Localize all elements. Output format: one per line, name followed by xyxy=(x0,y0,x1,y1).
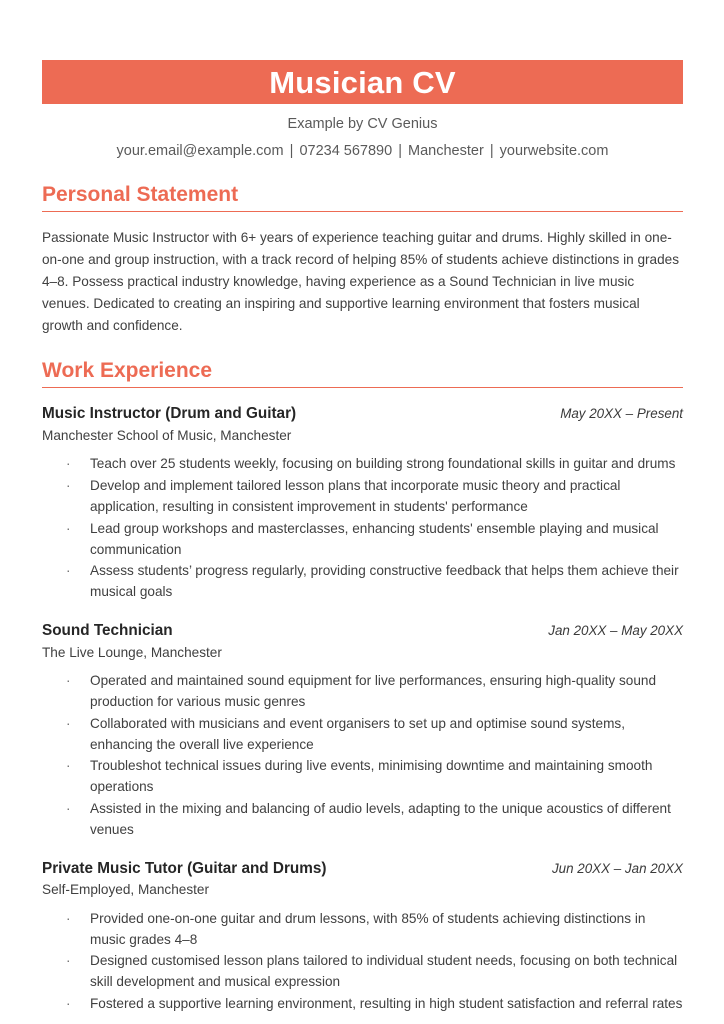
personal-statement-text: Passionate Music Instructor with 6+ years of experience teaching guitar and drums. Highly skilled in one-on-one and group instruction, with a track record of helping 85% of students achieve distinctions in grades 4–8. Possess practical industry knowledge, having experience as a Sound Technician in live music venues. Dedicated to creating an inspiring and supportive learning environment that fosters musical growth and confidence. xyxy=(42,229,680,333)
job-bullet-text: Lead group workshops and masterclasses, enhancing students' ensemble playing and musical communication xyxy=(90,520,659,557)
contact-phone: 07234 567890 xyxy=(299,143,393,160)
contact-separator-2: | xyxy=(398,143,402,160)
candidate-name: Musician CV xyxy=(269,64,456,100)
bullet-marker-icon: · xyxy=(66,563,71,579)
job-bullet-text: Develop and implement tailored lesson plans that incorporate music theory and practical application, resulting in consistent improvement in students' performance xyxy=(90,478,621,514)
job-bullet-text: Teach over 25 students weekly, focusing on building strong foundational skills in guitar and drums xyxy=(90,456,676,472)
contact-location: Manchester xyxy=(408,143,484,160)
job-entry xyxy=(42,404,683,603)
job-bullet-text: Assisted in the mixing and balancing of audio levels, adapting to the unique acoustics of different venues xyxy=(90,800,671,837)
job-bullet-text: Provided one-on-one guitar and drum lessons, with 85% of students achieving distinctions in music grades 4–8 xyxy=(90,910,646,947)
document-subtitle: Example by CV Genius xyxy=(287,116,438,132)
job-bullet-list xyxy=(42,671,683,840)
job-dates: Jan 20XX – May 20XX xyxy=(548,622,683,638)
bullet-marker-icon: · xyxy=(66,910,71,926)
job-dates: May 20XX – Present xyxy=(560,406,683,422)
job-company: Manchester School of Music, Manchester xyxy=(42,428,292,444)
section-heading-work-experience: Work Experience xyxy=(42,359,683,388)
job-bullet xyxy=(42,561,683,603)
job-bullet xyxy=(42,756,683,798)
job-bullet-text: Operated and maintained sound equipment for live performances, ensuring high-quality sound production for various music genres xyxy=(90,673,656,709)
contact-email: your.email@example.com xyxy=(116,143,284,160)
job-bullet xyxy=(42,519,683,561)
job-bullet xyxy=(42,476,683,518)
bullet-marker-icon: · xyxy=(66,456,71,472)
bullet-marker-icon: · xyxy=(66,715,71,731)
job-bullet-text: Assess students’ progress regularly, providing constructive feedback that helps them achieve their musical goals xyxy=(90,563,679,600)
job-bullet-text: Designed customised lesson plans tailored to individual student needs, focusing on both technical skill development and musical expression xyxy=(90,953,678,990)
contact-separator-1: | xyxy=(289,143,294,160)
job-bullet-list xyxy=(42,454,683,603)
work-experience-list xyxy=(42,404,683,1015)
job-entry xyxy=(42,859,683,1015)
job-bullet xyxy=(42,714,683,756)
bullet-marker-icon: · xyxy=(66,478,71,494)
job-bullet xyxy=(42,799,683,841)
job-dates: Jun 20XX – Jan 20XX xyxy=(551,860,683,876)
job-header xyxy=(42,404,683,424)
section-work-experience xyxy=(42,359,683,1015)
bullet-marker-icon: · xyxy=(66,520,71,536)
bullet-marker-icon: · xyxy=(66,673,71,689)
job-header xyxy=(42,859,683,879)
job-company: The Live Lounge, Manchester xyxy=(42,644,222,660)
bullet-marker-icon: · xyxy=(66,758,71,774)
job-bullet xyxy=(42,951,683,993)
bullet-marker-icon: · xyxy=(66,953,71,969)
job-bullet xyxy=(42,671,683,713)
contact-line xyxy=(42,143,683,160)
section-heading-personal-statement: Personal Statement xyxy=(42,183,683,212)
contact-website: yourwebsite.com xyxy=(499,143,609,160)
job-title: Music Instructor (Drum and Guitar) xyxy=(42,405,297,423)
job-bullet xyxy=(42,909,683,951)
job-bullet xyxy=(42,994,683,1015)
job-title: Sound Technician xyxy=(42,621,173,639)
job-bullet-text: Collaborated with musicians and event organisers to set up and optimise sound systems, enhancing the overall live experience xyxy=(90,715,625,752)
job-company: Self-Employed, Manchester xyxy=(42,882,209,898)
job-bullet-text: Troubleshot technical issues during live events, minimising downtime and maintaining smooth operations xyxy=(90,758,653,795)
section-personal-statement xyxy=(42,183,683,337)
name-banner xyxy=(42,60,683,104)
job-header xyxy=(42,621,683,641)
job-entry xyxy=(42,621,683,841)
bullet-marker-icon: · xyxy=(66,995,71,1011)
bullet-marker-icon: · xyxy=(66,800,71,816)
job-title: Private Music Tutor (Guitar and Drums) xyxy=(42,859,327,877)
job-bullet-text: Fostered a supportive learning environment, resulting in high student satisfaction and referral rates xyxy=(90,995,683,1011)
contact-separator-3: | xyxy=(489,143,494,160)
job-bullet xyxy=(42,454,683,475)
job-bullet-list xyxy=(42,909,683,1015)
